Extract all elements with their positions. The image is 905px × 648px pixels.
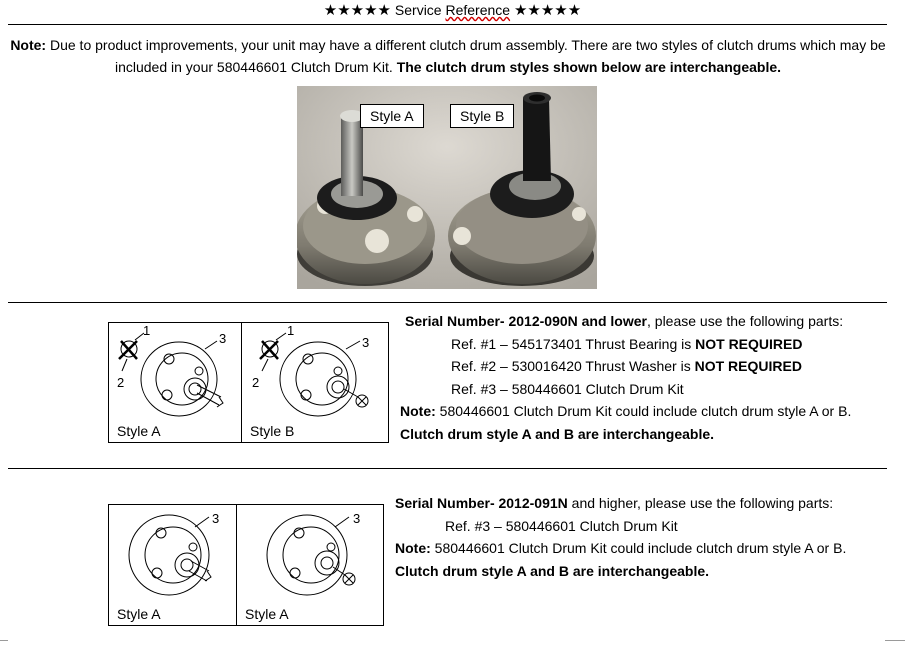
section2-diagram-style-a-2 [237,505,383,625]
section2-note [395,537,890,560]
section1-label-style-b: Style B [250,423,295,439]
callout-2-b: 2 [252,375,260,390]
section1-serial-suffix: , please use the following parts: [647,313,844,329]
section1-label-style-a: Style A [117,423,161,439]
intro-note-bold: The clutch drum styles shown below are interchangeable. [396,59,782,75]
intro-note-label: Note: [10,37,47,53]
section2-label-right: Style A [245,606,289,622]
photo-label-style-a: Style A [360,104,424,128]
section2-serial-label: Serial Number [395,495,490,511]
callout-3-d: 3 [353,511,361,526]
title-word-service: Service [394,2,442,18]
section1-serial-label: Serial Number- 2012-090N and lower [405,313,647,329]
section1-note-bold-text: Clutch drum style A and B are interchangeable. [400,425,715,442]
ref-2-text: Ref. #2 – 530016420 Thrust Washer is [451,358,695,374]
section2-note-label: Note: [395,540,431,556]
ref-1-text: Ref. #1 – 545173401 Thrust Bearing is [451,335,696,352]
ref-2-status: NOT REQUIRED [694,358,802,374]
section1-note-bold [400,423,890,446]
intro-note [8,34,888,78]
section2-ref [395,515,890,538]
callout-2: 2 [117,375,125,390]
section2-serial-line [395,492,890,515]
callout-3: 3 [219,331,227,346]
callout-1-b: 1 [287,323,295,338]
section1-text [400,310,890,445]
section2-label-left: Style A [117,606,161,622]
section2-note-text: 580446601 Clutch Drum Kit could include clutch drum style A or B. [430,540,847,556]
section1-diagram-style-b [242,323,388,442]
callout-3-c: 3 [212,511,220,526]
page-title [0,1,905,20]
divider-1 [8,302,887,303]
section2-diagram-style-a-1 [109,505,237,625]
section2-serial-suffix: and higher, please use the following parts: [567,495,834,511]
ref-3-text: Ref. #3 – 580446601 Clutch Drum Kit [451,380,684,397]
section1-serial-line [400,310,890,333]
callout-1: 1 [143,323,151,338]
section1-ref-3 [400,378,890,401]
section1-note [400,400,890,423]
section1-note-text: 580446601 Clutch Drum Kit could include clutch drum style A or B. [435,403,852,419]
intro-note-text: Due to product improvements, your unit may have a different clutch drum assembly. There are two styles of clutch drums which may be included in your 580446601 Clutch Drum Kit. [49,37,886,75]
section1-diagram-style-a [109,323,242,442]
clutch-drum-photo [297,86,597,289]
title-word-reference: Reference [445,2,511,18]
ref-1-status: NOT REQUIRED [695,335,803,352]
callout-3-b: 3 [362,335,370,350]
photo-label-style-b: Style B [450,104,514,128]
stars-right-icon: ★★★★★ [513,2,582,19]
stars-left-icon: ★★★★★ [323,2,392,19]
section1-ref-1 [400,333,890,356]
section1-ref-2 [400,355,890,378]
divider-top [8,24,887,25]
section1-note-label: Note: [400,403,436,419]
clutch-drum-photo-image [297,86,597,289]
section2-note-bold-text: Clutch drum style A and B are interchangeable. [395,562,710,579]
section2-ref-text: Ref. #3 – 580446601 Clutch Drum Kit [445,517,678,534]
section2-serial-mid: - 2012-091N [489,495,568,511]
section1-diagram [108,322,389,443]
section2-text [395,492,890,582]
divider-2 [8,468,887,469]
section2-note-bold [395,560,890,583]
section2-diagram [108,504,384,626]
